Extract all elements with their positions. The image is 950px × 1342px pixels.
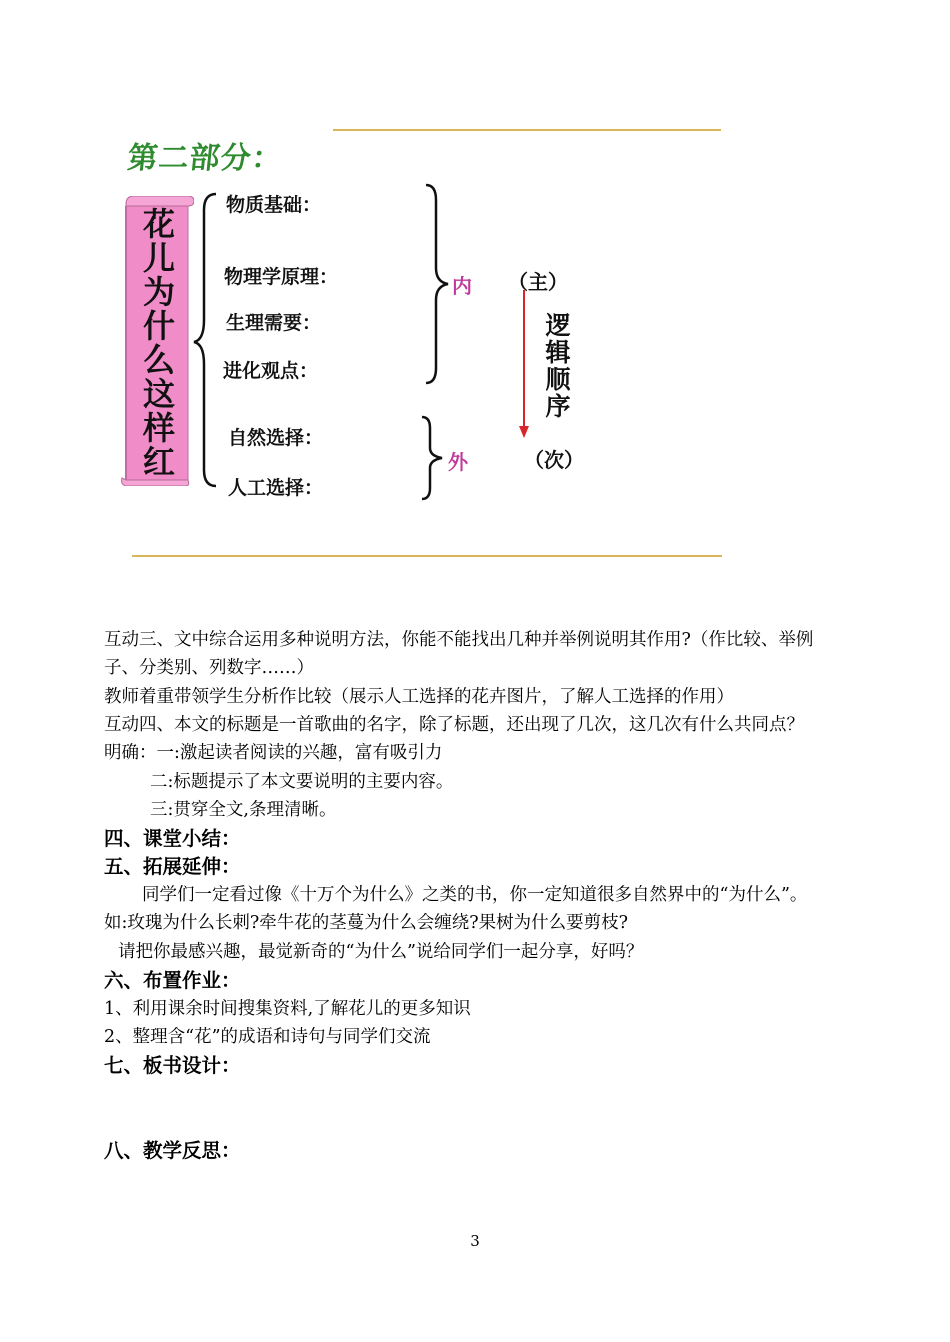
section-title: 第二部分： xyxy=(125,141,285,176)
paragraph-line: 明确：一:激起读者阅读的兴趣，富有吸引力 xyxy=(104,743,443,763)
outer-label: 外 xyxy=(448,450,468,474)
down-arrow-icon xyxy=(517,290,531,440)
paragraph-line: 互动三、文中综合运用多种说明方法，你能不能找出几种并举例说明其作用?（作比较、举例 xyxy=(104,630,814,650)
paragraph-line: 同学们一定看过像《十万个为什么》之类的书，你一定知道很多自然界中的“为什么”。 xyxy=(142,885,808,905)
paragraph-line: 子、分类别、列数字……） xyxy=(104,658,314,678)
paragraph-line: 三:贯穿全文,条理清晰。 xyxy=(150,800,337,820)
page-number: 3 xyxy=(470,1232,480,1250)
heading-reflection: 八、教学反思： xyxy=(104,1139,241,1162)
item-physics-principle: 物理学原理： xyxy=(224,266,339,288)
secondary-label: （次） xyxy=(524,448,584,472)
scroll-title: 花儿为什么这样红 xyxy=(138,207,176,479)
paragraph-line: 二:标题提示了本文要说明的主要内容。 xyxy=(150,772,454,792)
paragraph-line: 1、利用课余时间搜集资料,了解花儿的更多知识 xyxy=(104,999,471,1019)
heading-homework: 六、布置作业： xyxy=(104,969,241,992)
paragraph-line: 如:玫瑰为什么长刺?牵牛花的茎蔓为什么会缠绕?果树为什么要剪枝? xyxy=(104,913,629,933)
outer-brace-icon xyxy=(418,414,446,502)
item-artificial-selection: 人工选择： xyxy=(228,477,324,499)
left-brace-icon xyxy=(192,190,222,490)
logic-order-label: 逻辑顺序 xyxy=(542,312,571,420)
heading-summary: 四、课堂小结： xyxy=(104,827,241,850)
item-evolution-view: 进化观点： xyxy=(223,360,319,382)
inner-brace-icon xyxy=(422,182,452,386)
paragraph-line: 请把你最感兴趣，最觉新奇的“为什么”说给同学们一起分享，好吗？ xyxy=(118,942,644,962)
item-physiological-need: 生理需要： xyxy=(226,312,322,334)
paragraph-line: 教师着重带领学生分析作比较（展示人工选择的花卉图片，了解人工选择的作用） xyxy=(104,687,734,707)
top-rule xyxy=(333,129,721,131)
inner-label: 内 xyxy=(452,274,472,298)
primary-label: （主） xyxy=(508,270,568,294)
bottom-rule xyxy=(132,555,722,557)
heading-extension: 五、拓展延伸： xyxy=(104,855,241,878)
item-natural-selection: 自然选择： xyxy=(228,427,324,449)
paragraph-line: 互动四、本文的标题是一首歌曲的名字，除了标题，还出现了几次，这几次有什么共同点？ xyxy=(104,715,804,735)
heading-board-design: 七、板书设计： xyxy=(104,1054,241,1077)
paragraph-line: 2、整理含“花”的成语和诗句与同学们交流 xyxy=(104,1027,431,1047)
item-material-basis: 物质基础： xyxy=(226,194,322,216)
